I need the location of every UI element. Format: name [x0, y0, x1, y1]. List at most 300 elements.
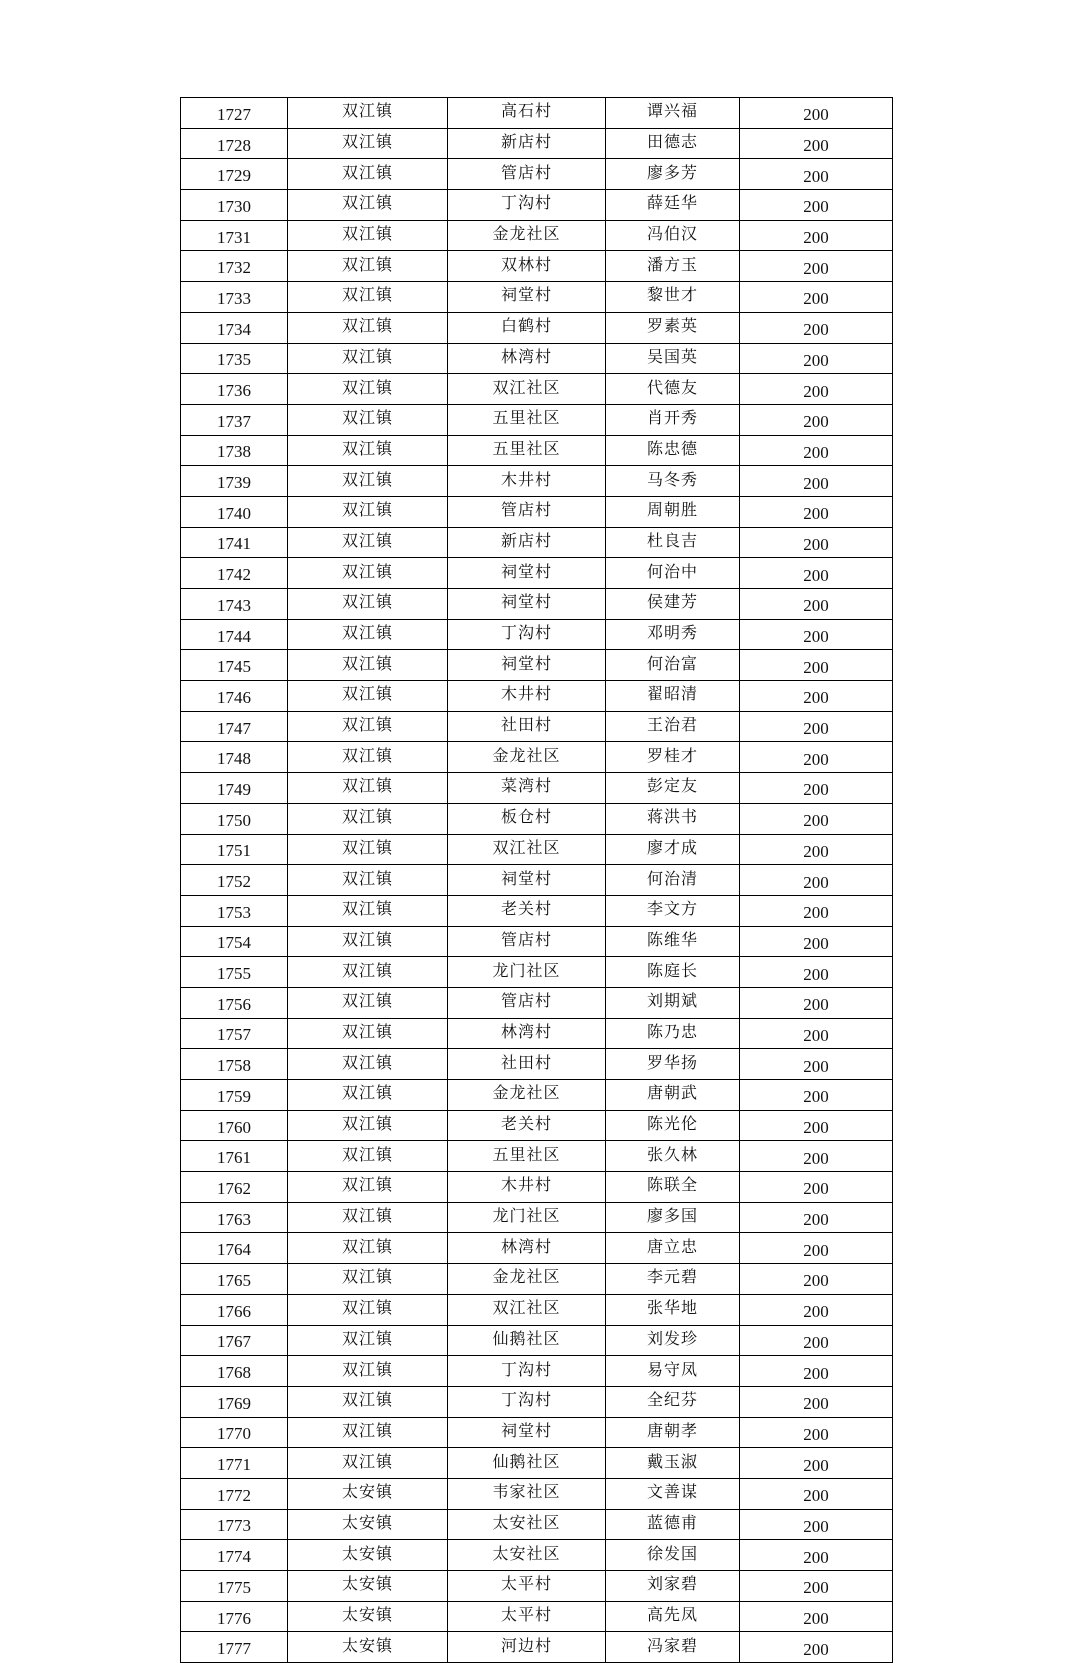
town-cell: 双江镇 [288, 865, 448, 896]
table-row [181, 159, 893, 190]
person-name-cell: 廖才成 [606, 834, 740, 865]
amount-cell: 200 [740, 220, 893, 251]
person-name-cell: 蒋洪书 [606, 803, 740, 834]
person-name-cell: 罗素英 [606, 312, 740, 343]
amount-cell: 200 [740, 282, 893, 313]
table-row [181, 220, 893, 251]
row-number-cell: 1733 [181, 282, 288, 313]
village-cell: 太平村 [448, 1571, 606, 1602]
row-number-cell: 1727 [181, 98, 288, 129]
table-row [181, 650, 893, 681]
amount-cell: 200 [740, 128, 893, 159]
table-row [181, 1110, 893, 1141]
row-number-cell: 1744 [181, 619, 288, 650]
row-number-cell: 1749 [181, 773, 288, 804]
town-cell: 双江镇 [288, 1233, 448, 1264]
amount-cell: 200 [740, 926, 893, 957]
amount-cell: 200 [740, 496, 893, 527]
town-cell: 双江镇 [288, 466, 448, 497]
table-row [181, 1080, 893, 1111]
town-cell: 双江镇 [288, 190, 448, 221]
town-cell: 双江镇 [288, 619, 448, 650]
village-cell: 金龙社区 [448, 220, 606, 251]
town-cell: 双江镇 [288, 404, 448, 435]
row-number-cell: 1738 [181, 435, 288, 466]
table-row [181, 98, 893, 129]
person-name-cell: 文善谋 [606, 1478, 740, 1509]
amount-cell: 200 [740, 650, 893, 681]
village-cell: 木井村 [448, 681, 606, 712]
amount-cell: 200 [740, 1049, 893, 1080]
town-cell: 双江镇 [288, 98, 448, 129]
town-cell: 双江镇 [288, 1417, 448, 1448]
town-cell: 双江镇 [288, 926, 448, 957]
amount-cell: 200 [740, 1325, 893, 1356]
amount-cell: 200 [740, 1141, 893, 1172]
amount-cell: 200 [740, 1478, 893, 1509]
village-cell: 太安社区 [448, 1540, 606, 1571]
amount-cell: 200 [740, 404, 893, 435]
amount-cell: 200 [740, 1632, 893, 1663]
row-number-cell: 1748 [181, 742, 288, 773]
table-row [181, 773, 893, 804]
row-number-cell: 1760 [181, 1110, 288, 1141]
table-row [181, 312, 893, 343]
table-row [181, 1141, 893, 1172]
village-cell: 老关村 [448, 895, 606, 926]
table-row [181, 343, 893, 374]
village-cell: 丁沟村 [448, 1386, 606, 1417]
amount-cell: 200 [740, 742, 893, 773]
amount-cell: 200 [740, 1386, 893, 1417]
amount-cell: 200 [740, 558, 893, 589]
row-number-cell: 1731 [181, 220, 288, 251]
village-cell: 龙门社区 [448, 1202, 606, 1233]
amount-cell: 200 [740, 1571, 893, 1602]
row-number-cell: 1740 [181, 496, 288, 527]
person-name-cell: 侯建芳 [606, 589, 740, 620]
person-name-cell: 马冬秀 [606, 466, 740, 497]
amount-cell: 200 [740, 865, 893, 896]
town-cell: 双江镇 [288, 159, 448, 190]
table-row [181, 251, 893, 282]
row-number-cell: 1768 [181, 1356, 288, 1387]
row-number-cell: 1763 [181, 1202, 288, 1233]
village-cell: 金龙社区 [448, 1080, 606, 1111]
amount-cell: 200 [740, 435, 893, 466]
town-cell: 太安镇 [288, 1601, 448, 1632]
table-row [181, 803, 893, 834]
person-name-cell: 王治君 [606, 711, 740, 742]
person-name-cell: 陈庭长 [606, 957, 740, 988]
table-row [181, 711, 893, 742]
village-cell: 龙门社区 [448, 957, 606, 988]
village-cell: 白鹤村 [448, 312, 606, 343]
roster-table [180, 97, 893, 1663]
town-cell: 太安镇 [288, 1509, 448, 1540]
amount-cell: 200 [740, 1202, 893, 1233]
row-number-cell: 1755 [181, 957, 288, 988]
amount-cell: 200 [740, 589, 893, 620]
table-row [181, 987, 893, 1018]
table-row [181, 404, 893, 435]
person-name-cell: 薛廷华 [606, 190, 740, 221]
table-row [181, 1540, 893, 1571]
amount-cell: 200 [740, 711, 893, 742]
row-number-cell: 1741 [181, 527, 288, 558]
village-cell: 太平村 [448, 1601, 606, 1632]
person-name-cell: 陈忠德 [606, 435, 740, 466]
table-row [181, 435, 893, 466]
village-cell: 管店村 [448, 987, 606, 1018]
amount-cell: 200 [740, 1018, 893, 1049]
village-cell: 社田村 [448, 711, 606, 742]
row-number-cell: 1742 [181, 558, 288, 589]
town-cell: 双江镇 [288, 1080, 448, 1111]
village-cell: 高石村 [448, 98, 606, 129]
amount-cell: 200 [740, 957, 893, 988]
table-row [181, 527, 893, 558]
village-cell: 祠堂村 [448, 1417, 606, 1448]
person-name-cell: 周朝胜 [606, 496, 740, 527]
amount-cell: 200 [740, 681, 893, 712]
town-cell: 双江镇 [288, 650, 448, 681]
person-name-cell: 彭定友 [606, 773, 740, 804]
table-row [181, 1601, 893, 1632]
amount-cell: 200 [740, 1110, 893, 1141]
person-name-cell: 代德友 [606, 374, 740, 405]
person-name-cell: 陈乃忠 [606, 1018, 740, 1049]
town-cell: 双江镇 [288, 1264, 448, 1295]
amount-cell: 200 [740, 1417, 893, 1448]
table-row [181, 865, 893, 896]
row-number-cell: 1774 [181, 1540, 288, 1571]
village-cell: 双林村 [448, 251, 606, 282]
row-number-cell: 1771 [181, 1448, 288, 1479]
amount-cell: 200 [740, 895, 893, 926]
person-name-cell: 刘发珍 [606, 1325, 740, 1356]
town-cell: 双江镇 [288, 312, 448, 343]
town-cell: 双江镇 [288, 128, 448, 159]
table-row [181, 1018, 893, 1049]
village-cell: 林湾村 [448, 343, 606, 374]
town-cell: 双江镇 [288, 251, 448, 282]
row-number-cell: 1759 [181, 1080, 288, 1111]
person-name-cell: 徐发国 [606, 1540, 740, 1571]
village-cell: 木井村 [448, 466, 606, 497]
amount-cell: 200 [740, 773, 893, 804]
table-row [181, 957, 893, 988]
town-cell: 双江镇 [288, 895, 448, 926]
amount-cell: 200 [740, 190, 893, 221]
village-cell: 五里社区 [448, 435, 606, 466]
person-name-cell: 陈联全 [606, 1172, 740, 1203]
row-number-cell: 1758 [181, 1049, 288, 1080]
town-cell: 双江镇 [288, 1172, 448, 1203]
table-row [181, 282, 893, 313]
town-cell: 双江镇 [288, 435, 448, 466]
town-cell: 双江镇 [288, 374, 448, 405]
row-number-cell: 1777 [181, 1632, 288, 1663]
village-cell: 金龙社区 [448, 1264, 606, 1295]
town-cell: 双江镇 [288, 558, 448, 589]
amount-cell: 200 [740, 1509, 893, 1540]
village-cell: 丁沟村 [448, 1356, 606, 1387]
table-row [181, 1202, 893, 1233]
town-cell: 双江镇 [288, 343, 448, 374]
person-name-cell: 罗桂才 [606, 742, 740, 773]
person-name-cell: 冯伯汉 [606, 220, 740, 251]
village-cell: 五里社区 [448, 1141, 606, 1172]
person-name-cell: 何治中 [606, 558, 740, 589]
person-name-cell: 高先凤 [606, 1601, 740, 1632]
town-cell: 双江镇 [288, 282, 448, 313]
amount-cell: 200 [740, 98, 893, 129]
row-number-cell: 1730 [181, 190, 288, 221]
village-cell: 管店村 [448, 926, 606, 957]
town-cell: 双江镇 [288, 834, 448, 865]
row-number-cell: 1739 [181, 466, 288, 497]
amount-cell: 200 [740, 374, 893, 405]
table-row [181, 1172, 893, 1203]
village-cell: 五里社区 [448, 404, 606, 435]
person-name-cell: 张久林 [606, 1141, 740, 1172]
table-row [181, 466, 893, 497]
amount-cell: 200 [740, 343, 893, 374]
table-row [181, 1049, 893, 1080]
person-name-cell: 冯家碧 [606, 1632, 740, 1663]
town-cell: 双江镇 [288, 773, 448, 804]
person-name-cell: 肖开秀 [606, 404, 740, 435]
village-cell: 河边村 [448, 1632, 606, 1663]
row-number-cell: 1769 [181, 1386, 288, 1417]
village-cell: 祠堂村 [448, 558, 606, 589]
table-row [181, 1233, 893, 1264]
person-name-cell: 刘家碧 [606, 1571, 740, 1602]
amount-cell: 200 [740, 159, 893, 190]
amount-cell: 200 [740, 834, 893, 865]
town-cell: 双江镇 [288, 527, 448, 558]
village-cell: 社田村 [448, 1049, 606, 1080]
row-number-cell: 1746 [181, 681, 288, 712]
amount-cell: 200 [740, 1294, 893, 1325]
amount-cell: 200 [740, 987, 893, 1018]
amount-cell: 200 [740, 1264, 893, 1295]
person-name-cell: 唐朝武 [606, 1080, 740, 1111]
person-name-cell: 李文方 [606, 895, 740, 926]
amount-cell: 200 [740, 1540, 893, 1571]
row-number-cell: 1770 [181, 1417, 288, 1448]
person-name-cell: 张华地 [606, 1294, 740, 1325]
village-cell: 祠堂村 [448, 865, 606, 896]
village-cell: 丁沟村 [448, 619, 606, 650]
table-row [181, 895, 893, 926]
amount-cell: 200 [740, 251, 893, 282]
row-number-cell: 1743 [181, 589, 288, 620]
village-cell: 新店村 [448, 128, 606, 159]
town-cell: 太安镇 [288, 1540, 448, 1571]
amount-cell: 200 [740, 1601, 893, 1632]
row-number-cell: 1736 [181, 374, 288, 405]
town-cell: 太安镇 [288, 1478, 448, 1509]
table-row [181, 1294, 893, 1325]
person-name-cell: 邓明秀 [606, 619, 740, 650]
row-number-cell: 1767 [181, 1325, 288, 1356]
person-name-cell: 杜良吉 [606, 527, 740, 558]
person-name-cell: 黎世才 [606, 282, 740, 313]
person-name-cell: 刘期斌 [606, 987, 740, 1018]
row-number-cell: 1734 [181, 312, 288, 343]
person-name-cell: 何治清 [606, 865, 740, 896]
table-row [181, 1571, 893, 1602]
person-name-cell: 何治富 [606, 650, 740, 681]
person-name-cell: 李元碧 [606, 1264, 740, 1295]
village-cell: 祠堂村 [448, 589, 606, 620]
village-cell: 仙鹅社区 [448, 1448, 606, 1479]
amount-cell: 200 [740, 1080, 893, 1111]
village-cell: 木井村 [448, 1172, 606, 1203]
village-cell: 管店村 [448, 159, 606, 190]
amount-cell: 200 [740, 619, 893, 650]
village-cell: 金龙社区 [448, 742, 606, 773]
row-number-cell: 1729 [181, 159, 288, 190]
row-number-cell: 1756 [181, 987, 288, 1018]
row-number-cell: 1752 [181, 865, 288, 896]
row-number-cell: 1754 [181, 926, 288, 957]
row-number-cell: 1751 [181, 834, 288, 865]
row-number-cell: 1765 [181, 1264, 288, 1295]
amount-cell: 200 [740, 1172, 893, 1203]
town-cell: 双江镇 [288, 496, 448, 527]
village-cell: 管店村 [448, 496, 606, 527]
village-cell: 韦家社区 [448, 1478, 606, 1509]
amount-cell: 200 [740, 1356, 893, 1387]
row-number-cell: 1764 [181, 1233, 288, 1264]
table-row [181, 589, 893, 620]
row-number-cell: 1757 [181, 1018, 288, 1049]
table-row [181, 742, 893, 773]
village-cell: 老关村 [448, 1110, 606, 1141]
person-name-cell: 谭兴福 [606, 98, 740, 129]
table-row [181, 1386, 893, 1417]
table-row [181, 1264, 893, 1295]
person-name-cell: 潘方玉 [606, 251, 740, 282]
town-cell: 太安镇 [288, 1571, 448, 1602]
table-row [181, 619, 893, 650]
row-number-cell: 1772 [181, 1478, 288, 1509]
village-cell: 双江社区 [448, 1294, 606, 1325]
person-name-cell: 罗华扬 [606, 1049, 740, 1080]
town-cell: 双江镇 [288, 1141, 448, 1172]
town-cell: 双江镇 [288, 1386, 448, 1417]
amount-cell: 200 [740, 466, 893, 497]
person-name-cell: 陈光伦 [606, 1110, 740, 1141]
person-name-cell: 翟昭清 [606, 681, 740, 712]
roster-table-body [181, 98, 893, 1663]
table-row [181, 374, 893, 405]
village-cell: 丁沟村 [448, 190, 606, 221]
row-number-cell: 1750 [181, 803, 288, 834]
row-number-cell: 1773 [181, 1509, 288, 1540]
row-number-cell: 1732 [181, 251, 288, 282]
table-row [181, 1325, 893, 1356]
table-row [181, 926, 893, 957]
amount-cell: 200 [740, 1448, 893, 1479]
table-row [181, 1417, 893, 1448]
person-name-cell: 廖多国 [606, 1202, 740, 1233]
amount-cell: 200 [740, 1233, 893, 1264]
person-name-cell: 全纪芬 [606, 1386, 740, 1417]
person-name-cell: 唐立忠 [606, 1233, 740, 1264]
row-number-cell: 1762 [181, 1172, 288, 1203]
town-cell: 双江镇 [288, 957, 448, 988]
person-name-cell: 易守凤 [606, 1356, 740, 1387]
amount-cell: 200 [740, 312, 893, 343]
table-row [181, 1632, 893, 1663]
table-row [181, 681, 893, 712]
row-number-cell: 1766 [181, 1294, 288, 1325]
row-number-cell: 1735 [181, 343, 288, 374]
town-cell: 双江镇 [288, 1202, 448, 1233]
village-cell: 太安社区 [448, 1509, 606, 1540]
row-number-cell: 1761 [181, 1141, 288, 1172]
amount-cell: 200 [740, 527, 893, 558]
person-name-cell: 陈维华 [606, 926, 740, 957]
table-row [181, 496, 893, 527]
row-number-cell: 1737 [181, 404, 288, 435]
row-number-cell: 1776 [181, 1601, 288, 1632]
table-row [181, 128, 893, 159]
town-cell: 双江镇 [288, 1448, 448, 1479]
town-cell: 双江镇 [288, 803, 448, 834]
person-name-cell: 唐朝孝 [606, 1417, 740, 1448]
village-cell: 林湾村 [448, 1233, 606, 1264]
table-row [181, 190, 893, 221]
town-cell: 双江镇 [288, 1294, 448, 1325]
row-number-cell: 1728 [181, 128, 288, 159]
town-cell: 双江镇 [288, 987, 448, 1018]
town-cell: 双江镇 [288, 1049, 448, 1080]
village-cell: 双江社区 [448, 374, 606, 405]
row-number-cell: 1747 [181, 711, 288, 742]
village-cell: 仙鹅社区 [448, 1325, 606, 1356]
table-row [181, 1448, 893, 1479]
village-cell: 板仓村 [448, 803, 606, 834]
village-cell: 菜湾村 [448, 773, 606, 804]
table-row [181, 1356, 893, 1387]
town-cell: 双江镇 [288, 589, 448, 620]
town-cell: 双江镇 [288, 681, 448, 712]
village-cell: 祠堂村 [448, 282, 606, 313]
town-cell: 双江镇 [288, 742, 448, 773]
person-name-cell: 廖多芳 [606, 159, 740, 190]
table-row [181, 1509, 893, 1540]
town-cell: 双江镇 [288, 1018, 448, 1049]
row-number-cell: 1775 [181, 1571, 288, 1602]
town-cell: 双江镇 [288, 220, 448, 251]
table-row [181, 1478, 893, 1509]
town-cell: 双江镇 [288, 1325, 448, 1356]
person-name-cell: 田德志 [606, 128, 740, 159]
town-cell: 双江镇 [288, 711, 448, 742]
table-row [181, 558, 893, 589]
person-name-cell: 蓝德甫 [606, 1509, 740, 1540]
row-number-cell: 1753 [181, 895, 288, 926]
table-row [181, 834, 893, 865]
village-cell: 双江社区 [448, 834, 606, 865]
town-cell: 太安镇 [288, 1632, 448, 1663]
town-cell: 双江镇 [288, 1356, 448, 1387]
